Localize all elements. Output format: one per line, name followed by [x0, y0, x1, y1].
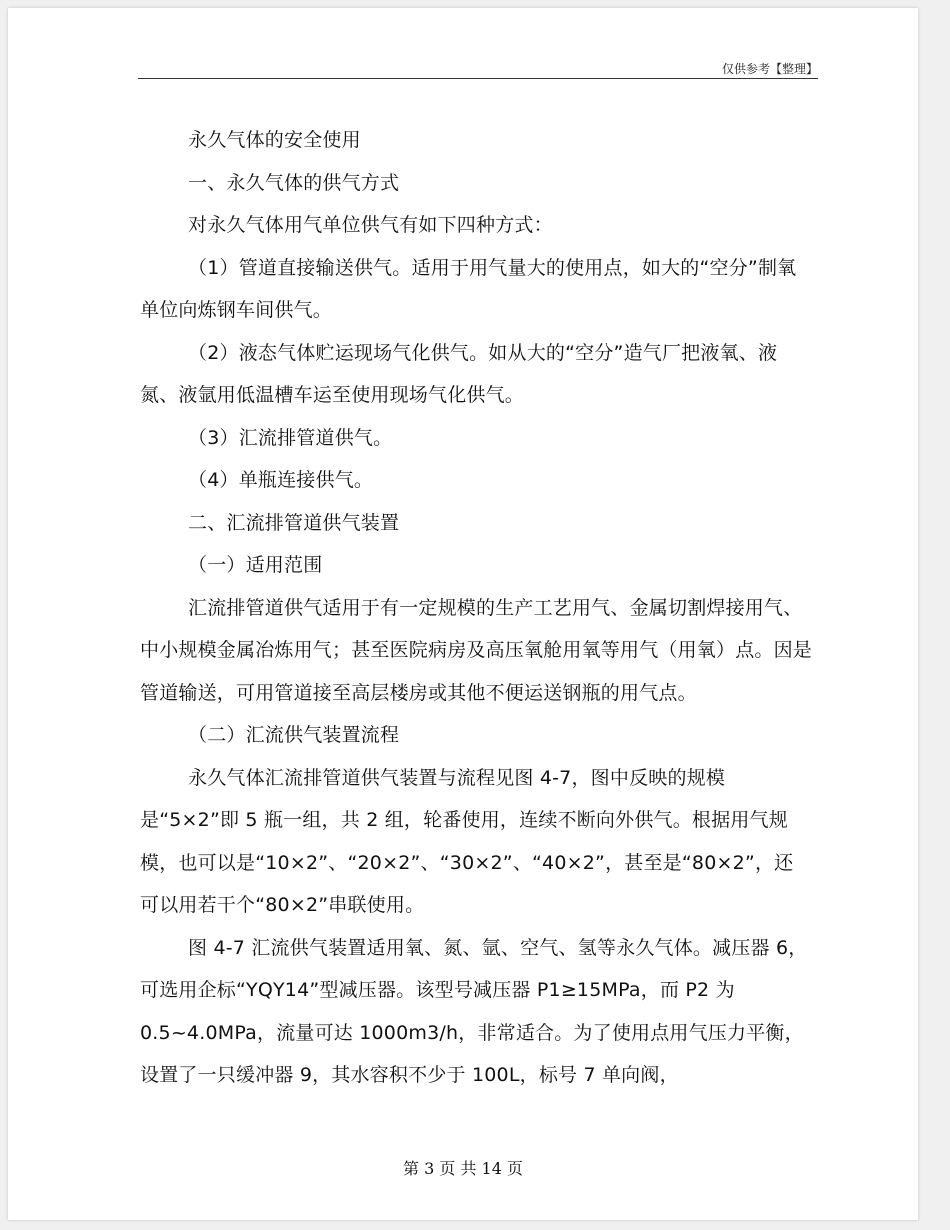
subsection-heading: （二）汇流供气装置流程 — [188, 724, 400, 746]
section-heading: 一、永久气体的供气方式 — [188, 171, 400, 194]
page-header: 仅供参考【整理】 — [721, 62, 818, 76]
document-page — [8, 8, 918, 1220]
subsection-heading: （一）适用范围 — [188, 554, 323, 576]
paragraph: 汇流排管道供气适用于有一定规模的生产工艺用气、金属切割焊接用气、中小规模金属冶炼用气；甚至医院病房及高压氧舱用氧等用气（用氧）点。因是管道输送，可用管道接至高层楼房或其他不便运送钢瓶的用气点。 — [140, 596, 813, 704]
document-title: 永久气体的安全使用 — [188, 129, 361, 151]
section-heading: 二、汇流排管道供气装置 — [188, 511, 400, 534]
header-rule — [138, 78, 818, 79]
list-item: （4）单瓶连接供气。 — [188, 469, 374, 491]
document-body — [140, 119, 812, 1097]
paragraph: 永久气体汇流排管道供气装置与流程见图 4-7，图中反映的规模是“5×2”即 5 瓶一组，共 2 组，轮番使用，连续不断向外供气。根据用气规模，也可以是“10×2”、“20×2”、“30×2”、“40×2”，甚至是“80×2”，还可以用若干个“80×2”串联使用。 — [140, 766, 794, 916]
list-item: （2）液态气体贮运现场气化供气。如从大的“空分”造气厂把液氧、液氮、液氩用低温槽车运至使用现场气化供气。 — [140, 341, 778, 406]
list-item: （1）管道直接输送供气。适用于用气量大的使用点，如大的“空分”制氧单位向炼钢车间供气。 — [140, 256, 797, 321]
paragraph: 图 4-7 汇流供气装置适用氧、氮、氩、空气、氢等永久气体。减压器 6，可选用企标“YQY14”型减压器。该型号减压器 P1≥15MPa，而 P2 为 0.5~4.0MPa，流量可达 1000m3/h，非常适合。为了使用点用气压力平衡，设置了一只缓冲器 9，其水容积不少于 100L，标号 7 单向阀， — [140, 936, 808, 1086]
page-footer: 第 3 页 共 14 页 — [403, 1159, 523, 1178]
list-item: （3）汇流排管道供气。 — [188, 426, 393, 449]
paragraph: 对永久气体用气单位供气有如下四种方式： — [188, 214, 553, 236]
